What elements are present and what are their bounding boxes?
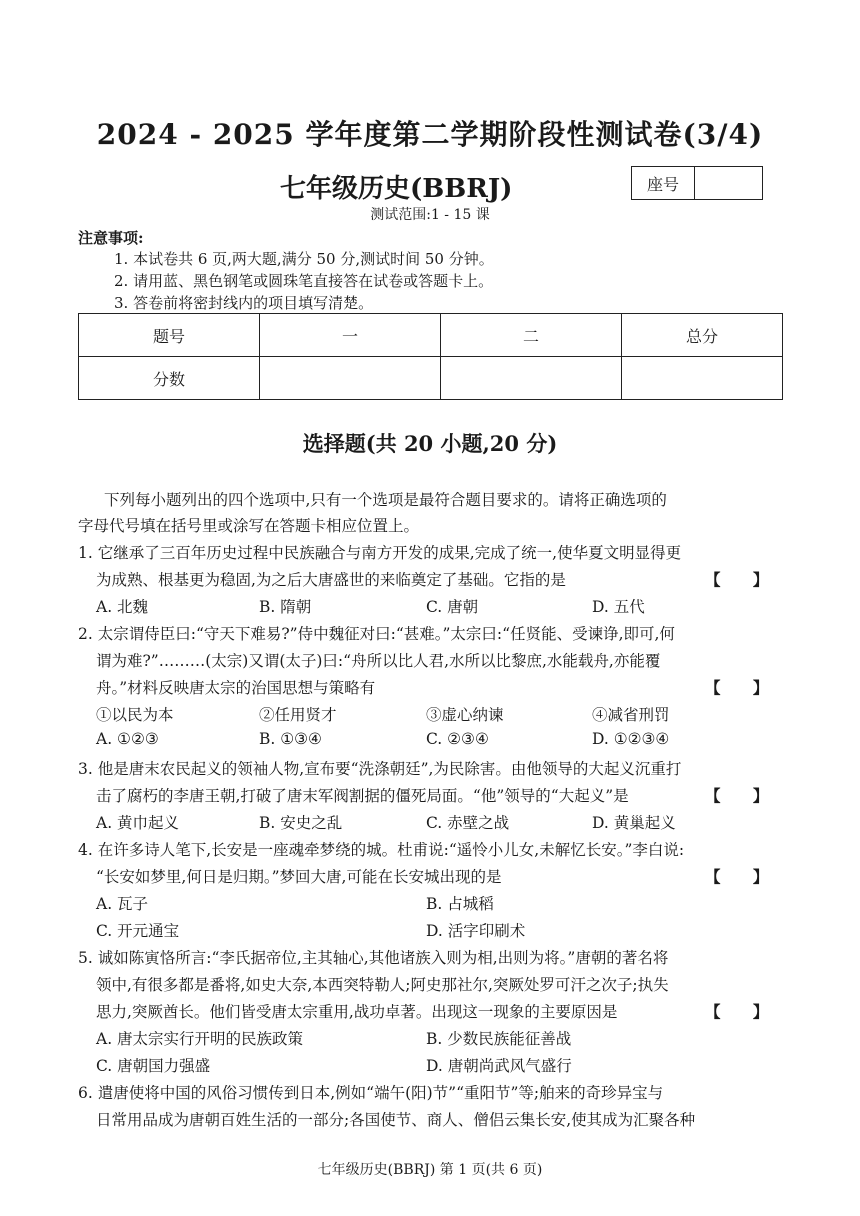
option: A. 唐太宗实行开明的民族政策 <box>96 1030 304 1048</box>
notice-item: 1. 本试卷共 6 页,两大题,满分 50 分,测试时间 50 分钟。 <box>114 250 494 268</box>
option: C. 赤壁之战 <box>426 814 510 832</box>
option: B. 隋朝 <box>259 598 312 616</box>
option: D. 黄巢起义 <box>592 814 676 832</box>
option: D. 活字印刷术 <box>426 922 526 940</box>
statement-item: ④减省刑罚 <box>592 706 670 724</box>
option: A. 瓦子 <box>96 895 149 913</box>
page-footer: 七年级历史(BBRJ) 第 1 页(共 6 页) <box>317 1162 543 1178</box>
seat-number-box <box>631 166 763 200</box>
score-input-cell[interactable] <box>622 357 783 400</box>
option: B. 少数民族能征善战 <box>426 1030 572 1048</box>
option: D. ①②③④ <box>592 730 670 748</box>
answer-bracket[interactable]: 【 】 <box>705 570 769 589</box>
option: B. ①③④ <box>259 730 322 748</box>
answer-bracket[interactable]: 【 】 <box>705 678 769 697</box>
score-table-score-row <box>79 357 783 400</box>
score-cell: 分数 <box>79 357 260 400</box>
subject-title: 七年级历史(BBRJ) <box>280 174 513 204</box>
score-table <box>78 313 783 400</box>
question-5-text: 领中,有很多都是番将,如史大奈,本西突特勒人;阿史那社尔,突厥处罗可汗之次子;执失 <box>96 976 669 994</box>
option: D. 唐朝尚武风气盛行 <box>426 1057 572 1075</box>
question-5-text: 思力,突厥酋长。他们皆受唐太宗重用,战功卓著。出现这一现象的主要原因是 <box>96 1003 618 1021</box>
option: D. 五代 <box>592 598 645 616</box>
question-6-text: 6. 遣唐使将中国的风俗习惯传到日本,例如“端午(阳)节”“重阳节”等;舶来的奇珍异宝与 <box>78 1084 664 1102</box>
score-cell: 一 <box>260 314 441 357</box>
score-input-cell[interactable] <box>441 357 622 400</box>
answer-bracket[interactable]: 【 】 <box>705 867 769 886</box>
seat-label: 座号 <box>632 167 695 199</box>
option: C. 开元通宝 <box>96 922 180 940</box>
statement-item: ②任用贤才 <box>259 706 337 724</box>
section-title: 选择题(共 20 小题,20 分) <box>302 431 558 456</box>
test-scope: 测试范围:1 - 15 课 <box>370 207 490 223</box>
section-intro-line: 下列每小题列出的四个选项中,只有一个选项是最符合题目要求的。请将正确选项的 <box>104 491 667 509</box>
option: C. 唐朝 <box>426 598 479 616</box>
question-2-text: 2. 太宗谓侍臣曰:“守天下难易?”侍中魏征对曰:“甚难。”太宗曰:“任贤能、受谏诤,即可,何 <box>78 625 675 643</box>
score-cell: 题号 <box>79 314 260 357</box>
exam-title: 2024 - 2025 学年度第二学期阶段性测试卷(3/4) <box>96 118 764 151</box>
score-cell: 二 <box>441 314 622 357</box>
statement-item: ③虚心纳谏 <box>426 706 504 724</box>
notice-item: 3. 答卷前将密封线内的项目填写清楚。 <box>114 294 374 312</box>
option: C. 唐朝国力强盛 <box>96 1057 211 1075</box>
score-table-header-row <box>79 314 783 357</box>
option: A. ①②③ <box>96 730 159 748</box>
question-2-text: 舟。”材料反映唐太宗的治国思想与策略有 <box>96 679 376 697</box>
question-1-text: 1. 它继承了三百年历史过程中民族融合与南方开发的成果,完成了统一,使华夏文明显得更 <box>78 544 682 562</box>
score-input-cell[interactable] <box>260 357 441 400</box>
question-3-text: 3. 他是唐末农民起义的领袖人物,宣布要“洗涤朝廷”,为民除害。由他领导的大起义沉重打 <box>78 760 682 778</box>
score-cell: 总分 <box>622 314 783 357</box>
option: B. 安史之乱 <box>259 814 343 832</box>
option: A. 黄巾起义 <box>96 814 180 832</box>
notice-item: 2. 请用蓝、黑色钢笔或圆珠笔直接答在试卷或答题卡上。 <box>114 272 494 290</box>
seat-number-field[interactable] <box>695 167 762 199</box>
question-4-text: 4. 在许多诗人笔下,长安是一座魂牵梦绕的城。杜甫说:“遥怜小儿女,未解忆长安。”李白说: <box>78 841 685 859</box>
notice-heading: 注意事项: <box>78 229 144 247</box>
question-6-text: 日常用品成为唐朝百姓生活的一部分;各国使节、商人、僧侣云集长安,使其成为汇聚各种 <box>96 1111 696 1129</box>
question-4-text: “长安如梦里,何日是归期。”梦回大唐,可能在长安城出现的是 <box>96 868 502 886</box>
question-2-text: 谓为难?”………(太宗)又谓(太子)曰:“舟所以比人君,水所以比黎庶,水能载舟,亦能覆 <box>96 652 661 670</box>
question-1-text: 为成熟、根基更为稳固,为之后大唐盛世的来临奠定了基础。它指的是 <box>96 571 566 589</box>
option: C. ②③④ <box>426 730 489 748</box>
option: A. 北魏 <box>96 598 149 616</box>
question-3-text: 击了腐朽的李唐王朝,打破了唐末军阀割据的僵死局面。“他”领导的“大起义”是 <box>96 787 629 805</box>
option: B. 占城稻 <box>426 895 494 913</box>
answer-bracket[interactable]: 【 】 <box>705 786 769 805</box>
statement-item: ①以民为本 <box>96 706 174 724</box>
question-5-text: 5. 诚如陈寅恪所言:“李氏据帝位,主其轴心,其他诸族入则为相,出则为将。”唐朝的著名将 <box>78 949 669 967</box>
answer-bracket[interactable]: 【 】 <box>705 1002 769 1021</box>
section-intro-line: 字母代号填在括号里或涂写在答题卡相应位置上。 <box>78 517 420 535</box>
